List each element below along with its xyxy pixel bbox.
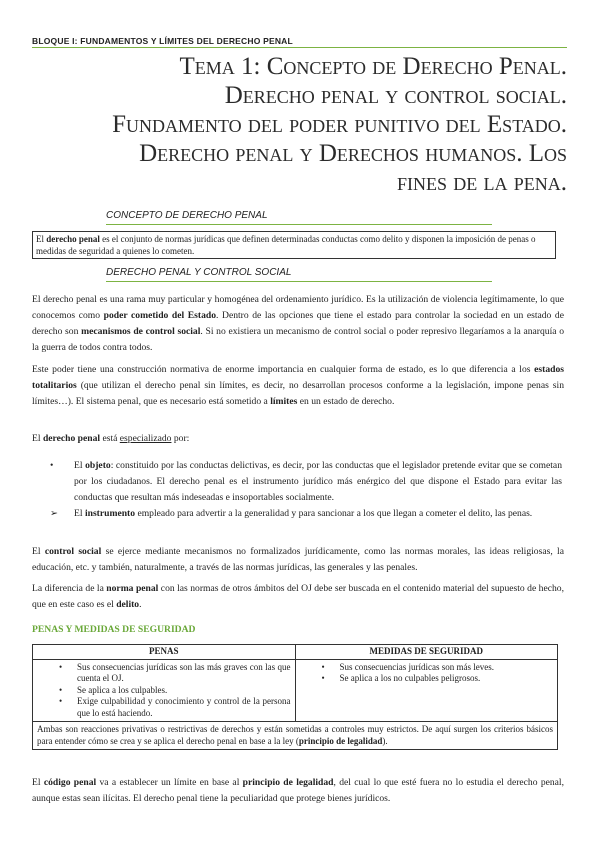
list-item-text — [74, 458, 562, 506]
section-divider — [106, 281, 492, 282]
title-line: Fundamento del poder punitivo del Estado. — [112, 111, 567, 138]
paragraph — [32, 431, 564, 447]
text: va a establecer un límite en base al — [96, 777, 243, 788]
text: en un estado de derecho. — [297, 396, 395, 407]
title-line: fines de la pena. — [396, 169, 567, 196]
paragraph — [32, 775, 564, 807]
bold-term: límites — [270, 396, 298, 407]
bold-term: instrumento — [84, 508, 136, 519]
title-line: Derecho penal y control social. — [224, 82, 567, 109]
section-heading-penas: PENAS Y MEDIDAS DE SEGURIDAD — [32, 624, 196, 635]
text: El — [36, 234, 47, 244]
bold-term: estados totalitarios — [32, 364, 564, 391]
section-heading-concepto: CONCEPTO DE DERECHO PENAL — [106, 210, 268, 221]
penas-medidas-table — [32, 644, 558, 750]
bullet-icon: • — [50, 460, 54, 471]
bold-term: delito — [116, 599, 140, 610]
header-divider — [32, 47, 567, 48]
bold-term: objeto — [85, 460, 111, 471]
bold-term: poder cometido del Estado — [103, 310, 217, 321]
bold-term: mecanismos de control social — [81, 326, 201, 337]
table-header: MEDIDAS DE SEGURIDAD — [295, 645, 558, 660]
table-cell — [33, 659, 296, 722]
title-line: Tema 1: Concepto de Derecho Penal. — [179, 53, 567, 80]
page-title — [47, 52, 567, 197]
text: Se aplica a los culpables. — [77, 684, 168, 695]
bold-term: norma penal — [106, 583, 159, 594]
text: . — [139, 599, 142, 610]
text: . Si no existiera un mecanismo de control social o poder represivo llegaríamos a la anarquía o la guerra de todos contra todos. — [32, 326, 565, 353]
table-cell — [295, 659, 558, 722]
underlined-term: especializado — [119, 433, 172, 444]
text: El — [32, 777, 44, 788]
text: El — [32, 546, 45, 557]
bold-term: principio de legalidad — [298, 735, 383, 746]
text: ). — [382, 735, 388, 746]
paragraph — [32, 544, 564, 576]
text: : constituido por las conductas delictivas, es decir, por las conductas que el legislador pretende evitar que se cometan por los ciudadanos. El derecho penal es el instrumento jurídico más enérgico del que dispone el Estado para evitar las conductas que resultan más indeseadas e insoportables socialmente. — [74, 460, 562, 503]
text: , del cual lo que esté fuera no lo estudia el derecho penal, aunque estas sean ilícitas. El derecho penal tiene la peculiaridad que protege bienes jurídicos. — [32, 777, 564, 804]
text: está — [100, 433, 120, 444]
text: Ambas son reacciones privativas o restrictivas de derechos y están sometidas a controles muy estrictos. De aquí surgen los criterios básicos para entender cómo se crea y se aplica el derecho penal en base a la ley ( — [37, 724, 553, 746]
text: El — [74, 508, 85, 519]
term: derecho penal — [46, 234, 100, 244]
text: Este poder tiene una construcción normativa de enorme importancia en cualquier forma de estado, es lo que diferencia a los — [32, 364, 535, 375]
table-footer-cell — [33, 722, 558, 750]
text: por: — [171, 433, 190, 444]
text: La diferencia de la — [32, 583, 107, 594]
bold-term: control social — [44, 546, 102, 557]
text: Exige culpabilidad y conocimiento y control de la persona que lo está haciendo. — [77, 696, 291, 718]
text: El — [32, 433, 43, 444]
list-item-text — [74, 506, 562, 522]
paragraph — [32, 581, 564, 613]
text: El — [74, 460, 86, 471]
title-line: Derecho penal y Derechos humanos. Los — [139, 140, 567, 167]
section-heading-control: DERECHO PENAL Y CONTROL SOCIAL — [106, 267, 292, 278]
text: (que utilizan el derecho penal sin límites, es decir, no desarrollan procesos conforme a la legislación, impone penas sin límites…). El sistema penal, que es necesario está sometido a — [32, 380, 564, 407]
bold-term: código penal — [43, 777, 97, 788]
definition-box — [32, 231, 556, 259]
table-header: PENAS — [33, 645, 296, 660]
paragraph — [32, 292, 564, 356]
list-item: • Sus consecuencias jurídicas son más leves. — [321, 661, 494, 672]
text: Sus consecuencias jurídicas son las más graves con las que cuenta el OJ. — [77, 661, 291, 683]
text: con las normas de otros ámbitos del OJ debe ser buscada en el contenido material del supuesto de hecho, que en este caso es el — [32, 583, 564, 610]
text: Se aplica a los no culpables peligrosos. — [339, 673, 481, 683]
list-item: • Se aplica a los culpables. — [59, 684, 168, 695]
text: Sus consecuencias jurídicas son más leves. — [339, 661, 494, 672]
bold-term: derecho penal — [42, 433, 101, 444]
paragraph — [32, 362, 564, 410]
section-divider — [106, 224, 492, 225]
text: se ejerce mediante mecanismos no formalizados jurídicamente, como las normas morales, las ideas religiosas, la educación, etc. y también, naturalmente, a través de las normas jurídicas, las generales y las penales. — [32, 546, 564, 573]
list-item: • Se aplica a los no culpables peligrosos. — [321, 673, 481, 683]
arrow-bullet-icon: ➢ — [50, 508, 59, 519]
text: es el conjunto de normas jurídicas que definen determinadas conductas como delito y disponen la imposición de penas o medidas de seguridad a quienes lo cometen. — [36, 234, 536, 256]
text: El derecho penal es una rama muy particular y homogénea del ordenamiento jurídico. Es la utilización de violencia legítimamente, lo que conocemos como — [32, 294, 564, 321]
text: . Dentro de las opciones que tiene el estado para controlar la sociedad en un estado de derecho son — [32, 310, 564, 337]
list-item: • Exige culpabilidad y conocimiento y control de la persona que lo está haciendo. — [59, 696, 291, 718]
block-header: BLOQUE I: FUNDAMENTOS Y LÍMITES DEL DERECHO PENAL — [32, 36, 293, 46]
text: empleado para advertir a la generalidad y para sancionar a los que llegan a cometer el delito, las penas. — [135, 508, 533, 519]
list-item: • Sus consecuencias jurídicas son las más graves con las que cuenta el OJ. — [59, 661, 291, 683]
bold-term: principio de legalidad — [242, 777, 334, 788]
